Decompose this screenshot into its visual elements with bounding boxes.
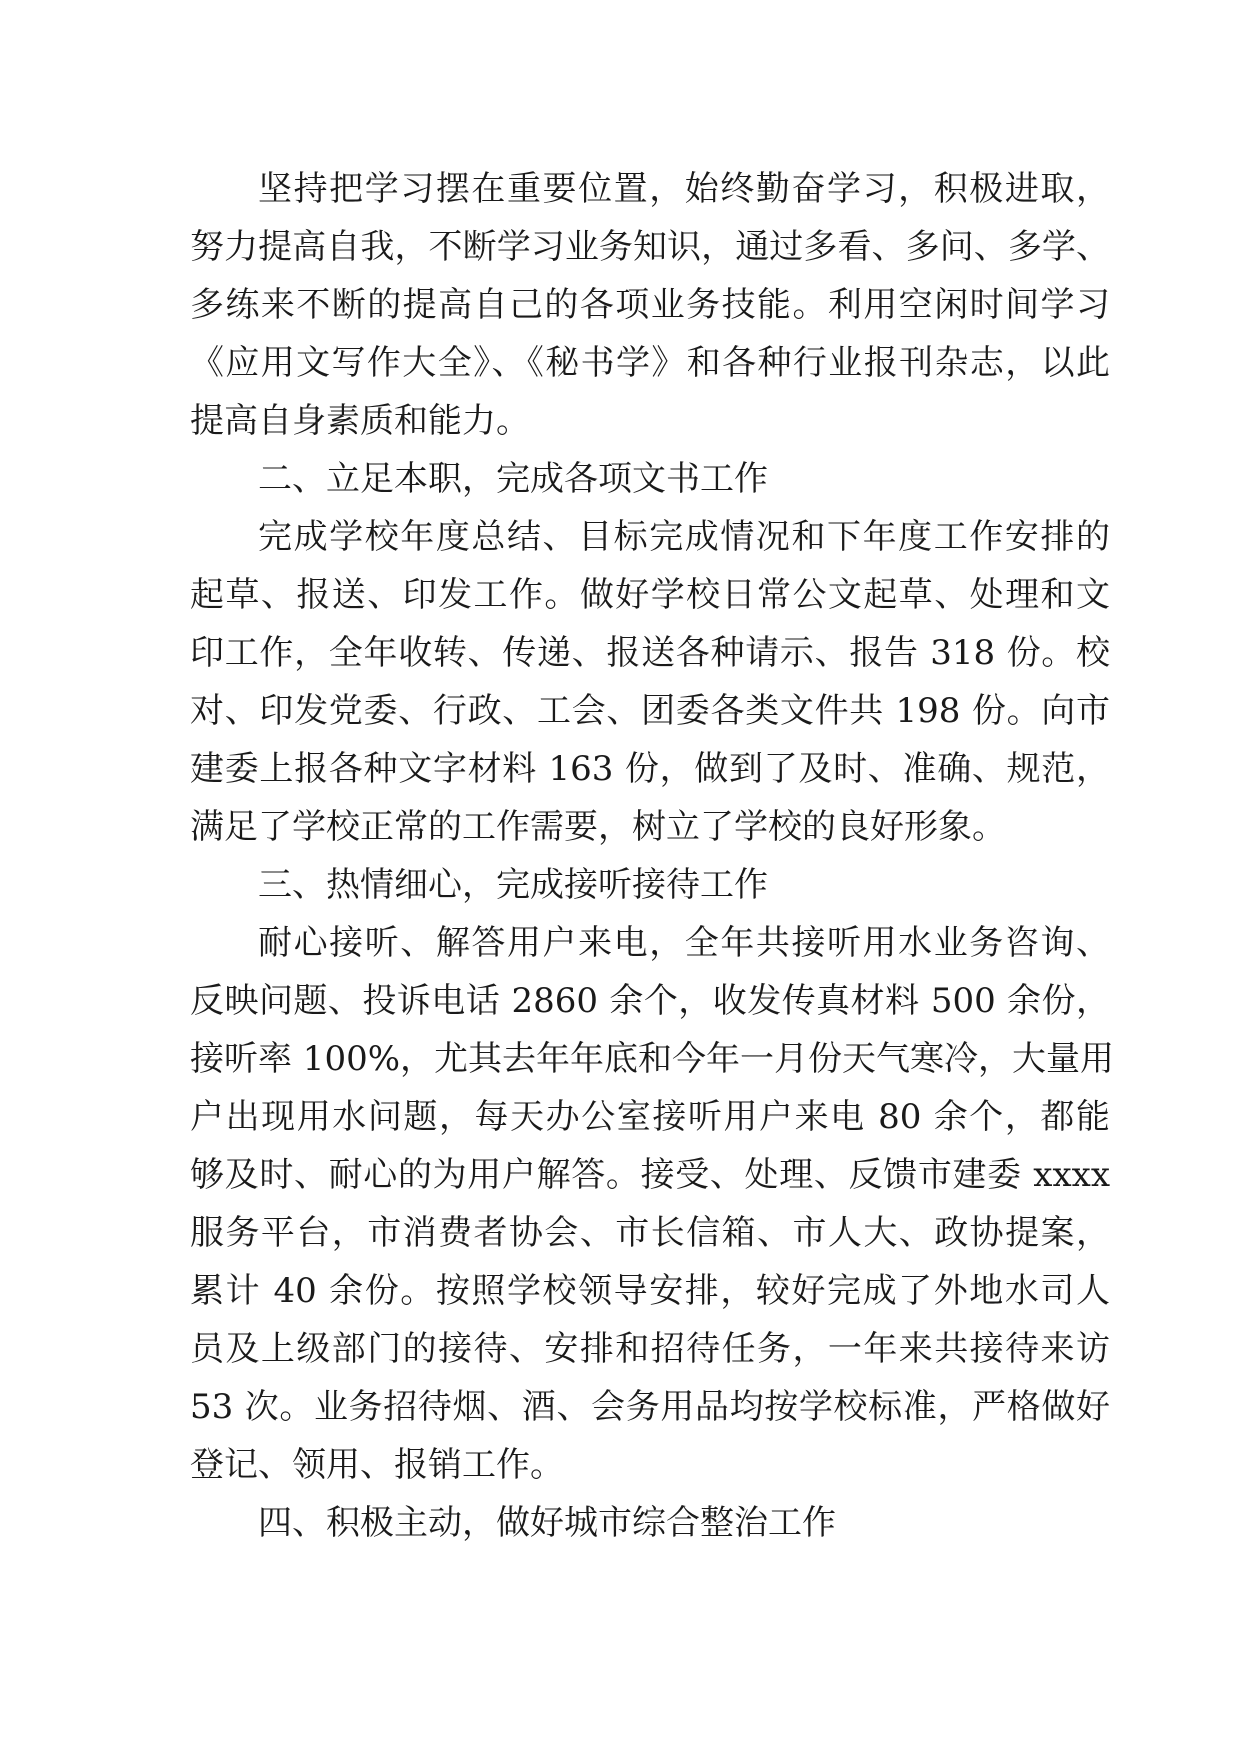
text-line: 多练来不断的提高自己的各项业务技能。利用空闲时间学习 [190,285,1110,325]
text-line: 接听率 100%，尤其去年年底和今年一月份天气寒冷，大量用 [190,1039,1115,1079]
text-line: 耐心接听、解答用户来电，全年共接听用水业务咨询、 [258,923,1110,963]
section-heading-city-rectification: 四、积极主动，做好城市综合整治工作 [258,1503,836,1543]
text-line: 《应用文写作大全》、《秘书学》和各种行业报刊杂志，以此 [190,343,1110,383]
text-line: 够及时、耐心的为用户解答。接受、处理、反馈市建委 xxxx [190,1155,1110,1195]
text-line: 反映问题、投诉电话 2860 余个，收发传真材料 500 余份， [190,981,1110,1021]
text-line: 印工作，全年收转、传递、报送各种请示、报告 318 份。校 [190,633,1110,673]
document-body [190,160,1115,1552]
paragraph-clerical-work [190,508,1110,856]
text-line: 53 次。业务招待烟、酒、会务用品均按学校标准，严格做好 [190,1387,1110,1427]
text-line: 累计 40 余份。按照学校领导安排，较好完成了外地水司人 [190,1271,1110,1311]
text-line: 建委上报各种文字材料 163 份，做到了及时、准确、规范， [190,749,1110,789]
section-heading-reception-work: 三、热情细心，完成接听接待工作 [258,865,768,905]
section-heading-clerical-work: 二、立足本职，完成各项文书工作 [258,459,768,499]
paragraph-reception-work [190,914,1115,1494]
text-line: 满足了学校正常的工作需要，树立了学校的良好形象。 [190,807,1006,847]
text-line: 坚持把学习摆在重要位置，始终勤奋学习，积极进取， [258,169,1110,209]
text-line: 起草、报送、印发工作。做好学校日常公文起草、处理和文 [190,575,1110,615]
text-line: 努力提高自我，不断学习业务知识，通过多看、多问、多学、 [190,227,1110,267]
text-line: 对、印发党委、行政、工会、团委各类文件共 198 份。向市 [190,691,1110,731]
paragraph-study [190,160,1110,450]
text-line: 完成学校年度总结、目标完成情况和下年度工作安排的 [258,517,1110,557]
text-line: 提高自身素质和能力。 [190,401,530,441]
text-line: 登记、领用、报销工作。 [190,1445,564,1485]
text-line: 户出现用水问题，每天办公室接听用户来电 80 余个，都能 [190,1097,1110,1137]
text-line: 服务平台，市消费者协会、市长信箱、市人大、政协提案， [190,1213,1110,1253]
text-line: 员及上级部门的接待、安排和招待任务，一年来共接待来访 [190,1329,1110,1369]
